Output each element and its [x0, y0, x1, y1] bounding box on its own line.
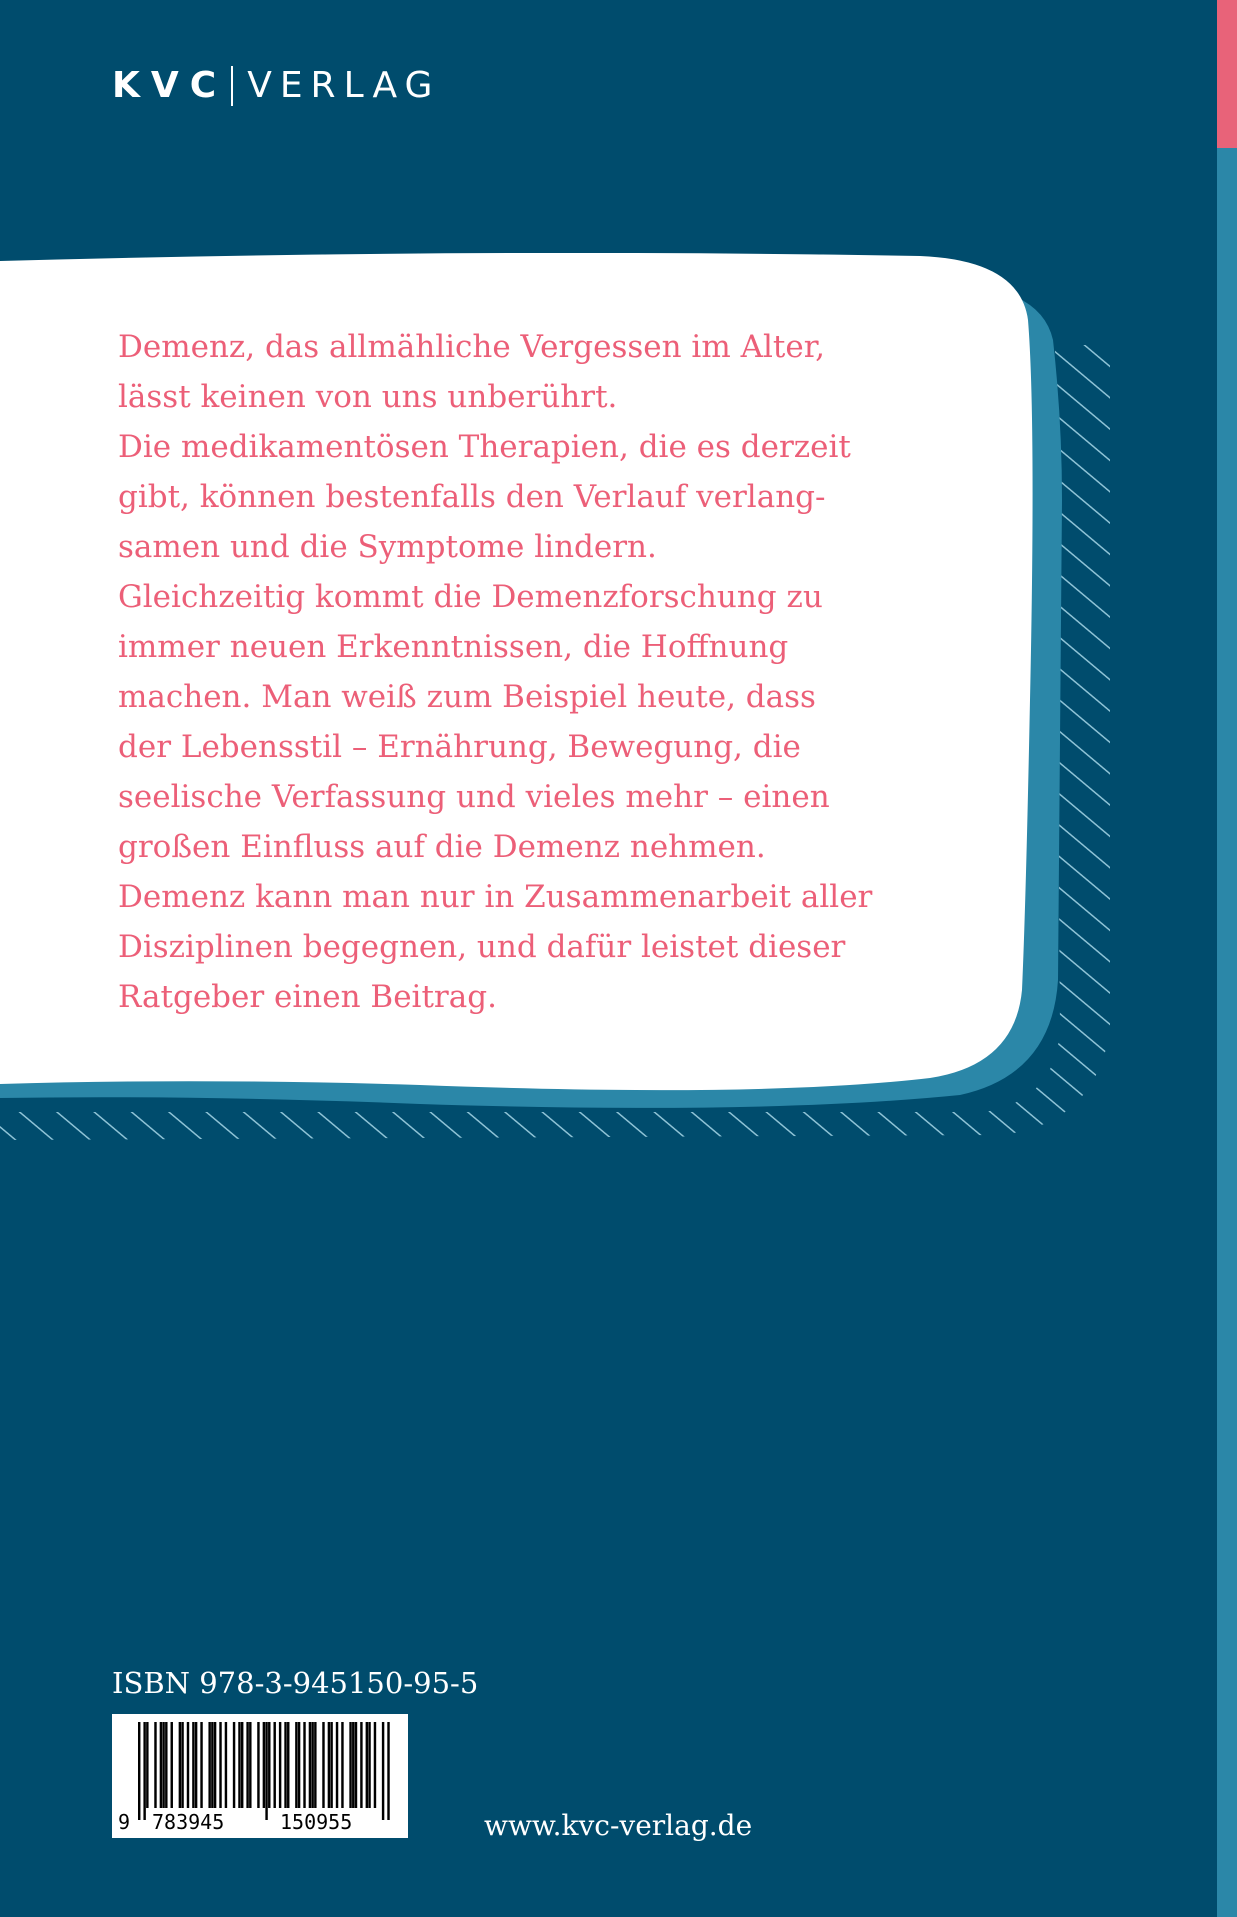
blurb-line: Gleichzeitig kommt die Demenzforschung zu: [118, 579, 823, 615]
blurb-text: [118, 322, 978, 1022]
barcode-bar: [368, 1722, 370, 1808]
barcode-bar: [249, 1722, 251, 1808]
blurb-line: lässt keinen von uns unberührt.: [118, 379, 618, 415]
barcode-bar: [246, 1722, 248, 1808]
barcode-bar: [366, 1722, 368, 1808]
barcode-bar: [238, 1722, 240, 1808]
blurb-line: samen und die Symptome lindern.: [118, 529, 657, 565]
barcode-bar: [265, 1722, 267, 1820]
barcode-bar: [311, 1722, 313, 1808]
barcode-bar: [322, 1722, 324, 1808]
barcode-bar: [303, 1722, 305, 1808]
blurb-line: großen Einfluss auf die Demenz nehmen.: [118, 829, 766, 865]
barcode-bar: [154, 1722, 156, 1808]
website-url: www.kvc-verlag.de: [484, 1809, 753, 1842]
barcode-digits: [112, 1808, 408, 1836]
publisher-name: VERLAG: [247, 65, 441, 106]
barcode-bar: [382, 1722, 384, 1820]
blurb-line: machen. Man weiß zum Beispiel heute, dass: [118, 679, 816, 715]
barcode-bar: [192, 1722, 194, 1808]
barcode-bar: [314, 1722, 316, 1808]
barcode-bar: [171, 1722, 173, 1808]
barcode-bar: [181, 1722, 183, 1808]
barcode-bar: [295, 1722, 297, 1808]
barcode-bar: [268, 1722, 270, 1808]
barcode-bar: [200, 1722, 202, 1808]
blurb-line: immer neuen Erkenntnissen, die Hoffnung: [118, 629, 789, 665]
barcode-bar: [355, 1722, 357, 1808]
barcode-bar: [387, 1722, 389, 1820]
barcode-bar: [279, 1722, 281, 1808]
barcode-digit-first: 9: [118, 1810, 131, 1834]
publisher-brand: KVC: [112, 65, 228, 106]
barcode-bar: [233, 1722, 235, 1808]
barcode-bar: [211, 1722, 213, 1808]
barcode-bar: [330, 1722, 332, 1808]
barcode-bar: [138, 1722, 140, 1820]
barcode-bar: [263, 1722, 265, 1808]
barcode-bar: [219, 1722, 221, 1808]
blurb-line: Demenz, das allmähliche Vergessen im Alter,: [118, 329, 825, 365]
barcode-bar: [284, 1722, 286, 1808]
blurb-line: gibt, können bestenfalls den Verlauf verlang-: [118, 479, 826, 515]
barcode-bar: [309, 1722, 311, 1808]
barcode-bar: [214, 1722, 216, 1808]
barcode-bar: [336, 1722, 338, 1808]
barcode-bar: [146, 1722, 148, 1808]
barcode-bar: [187, 1722, 189, 1808]
barcode-digits-right: 150955: [280, 1810, 353, 1834]
barcode-bar: [360, 1722, 362, 1808]
barcode-bar: [374, 1722, 376, 1808]
blurb-line: der Lebensstil – Ernährung, Bewegung, die: [118, 729, 801, 765]
barcode-digits-left: 783945: [152, 1810, 225, 1834]
barcode-bar: [162, 1722, 164, 1808]
barcode-bar: [298, 1722, 300, 1808]
barcode-bar: [225, 1722, 227, 1808]
barcode-bar: [165, 1722, 167, 1808]
barcode-bar: [160, 1722, 162, 1808]
blurb-line: Disziplinen begegnen, und dafür leistet dieser: [118, 929, 846, 965]
barcode-bar: [273, 1722, 275, 1808]
barcode-bar: [349, 1722, 351, 1808]
barcode-bar: [257, 1722, 259, 1808]
blurb-line: Ratgeber einen Beitrag.: [118, 979, 497, 1015]
barcode-bar: [241, 1722, 243, 1808]
blurb-line: Demenz kann man nur in Zusammenarbeit aller: [118, 879, 873, 915]
barcode-bar: [208, 1722, 210, 1808]
blurb-line: Die medikamentösen Therapien, die es derzeit: [118, 429, 851, 465]
barcode-bar: [328, 1722, 330, 1808]
barcode-bar: [143, 1722, 145, 1820]
barcode-bar: [195, 1722, 197, 1808]
barcode-bar: [287, 1722, 289, 1808]
barcode-bar: [179, 1722, 181, 1808]
isbn-label: ISBN 978-3-945150-95-5: [112, 1666, 479, 1700]
barcode-bar: [352, 1722, 354, 1808]
barcode-bar: [341, 1722, 343, 1808]
blurb-line: seelische Verfassung und vieles mehr – einen: [118, 779, 830, 815]
barcode: [112, 1714, 408, 1838]
